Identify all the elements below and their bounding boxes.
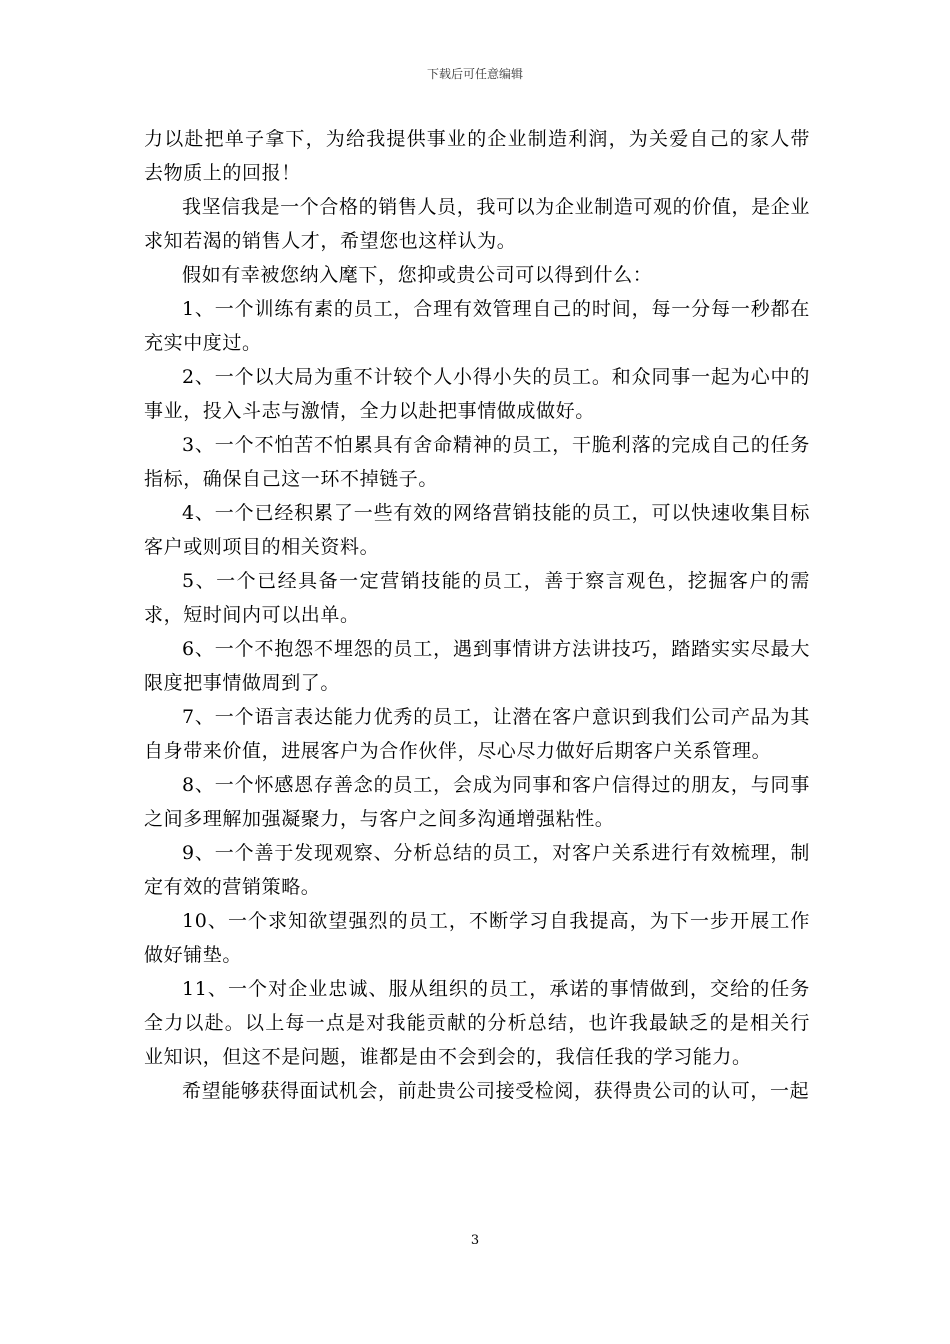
list-item-paragraph: 8、一个怀感恩存善念的员工，会成为同事和客户信得过的朋友，与同事之间多理解加强凝聚力，与客户之间多沟通增强粘性。	[144, 774, 810, 830]
paragraph: 希望能够获得面试机会，前赴贵公司接受检阅，获得贵公司的认可，一起	[182, 1080, 810, 1102]
list-item-paragraph: 10、一个求知欲望强烈的员工，不断学习自我提高，为下一步开展工作做好铺垫。	[144, 910, 810, 966]
list-item-paragraph: 2、一个以大局为重不计较个人小得小失的员工。和众同事一起为心中的事业，投入斗志与激情，全力以赴把事情做成做好。	[144, 366, 810, 422]
list-item-paragraph: 1、一个训练有素的员工，合理有效管理自己的时间，每一分每一秒都在充实中度过。	[144, 298, 810, 354]
list-item-paragraph: 4、一个已经积累了一些有效的网络营销技能的员工，可以快速收集目标客户或则项目的相关资料。	[144, 502, 810, 558]
list-item-paragraph: 11、一个对企业忠诚、服从组织的员工，承诺的事情做到，交给的任务全力以赴。以上每一点是对我能贡献的分析总结，也许我最缺乏的是相关行业知识，但这不是问题，谁都是由不会到会的，我信任我的学习能力。	[144, 978, 810, 1068]
list-item-paragraph: 7、一个语言表达能力优秀的员工，让潜在客户意识到我们公司产品为其自身带来价值，进展客户为合作伙伴，尽心尽力做好后期客户关系管理。	[144, 706, 810, 762]
paragraph: 我坚信我是一个合格的销售人员，我可以为企业制造可观的价值，是企业求知若渴的销售人才，希望您也这样认为。	[144, 196, 810, 252]
list-item-paragraph: 3、一个不怕苦不怕累具有舍命精神的员工，干脆利落的完成自己的任务指标，确保自己这一环不掉链子。	[144, 434, 810, 490]
list-item-paragraph: 9、一个善于发现观察、分析总结的员工，对客户关系进行有效梳理，制定有效的营销策略。	[144, 842, 810, 898]
paragraph: 假如有幸被您纳入麾下，您抑或贵公司可以得到什么：	[182, 264, 653, 286]
paragraph-continuation: 力以赴把单子拿下，为给我提供事业的企业制造利润，为关爱自己的家人带去物质上的回报！	[144, 128, 810, 184]
list-item-paragraph: 6、一个不抱怨不埋怨的员工，遇到事情讲方法讲技巧，踏踏实实尽最大限度把事情做周到了。	[144, 638, 810, 694]
document-body	[144, 122, 810, 1108]
page-header: 下载后可任意编辑	[426, 67, 523, 81]
page-number: 3	[470, 1233, 480, 1248]
list-item-paragraph: 5、一个已经具备一定营销技能的员工，善于察言观色，挖掘客户的需求，短时间内可以出单。	[144, 570, 810, 626]
